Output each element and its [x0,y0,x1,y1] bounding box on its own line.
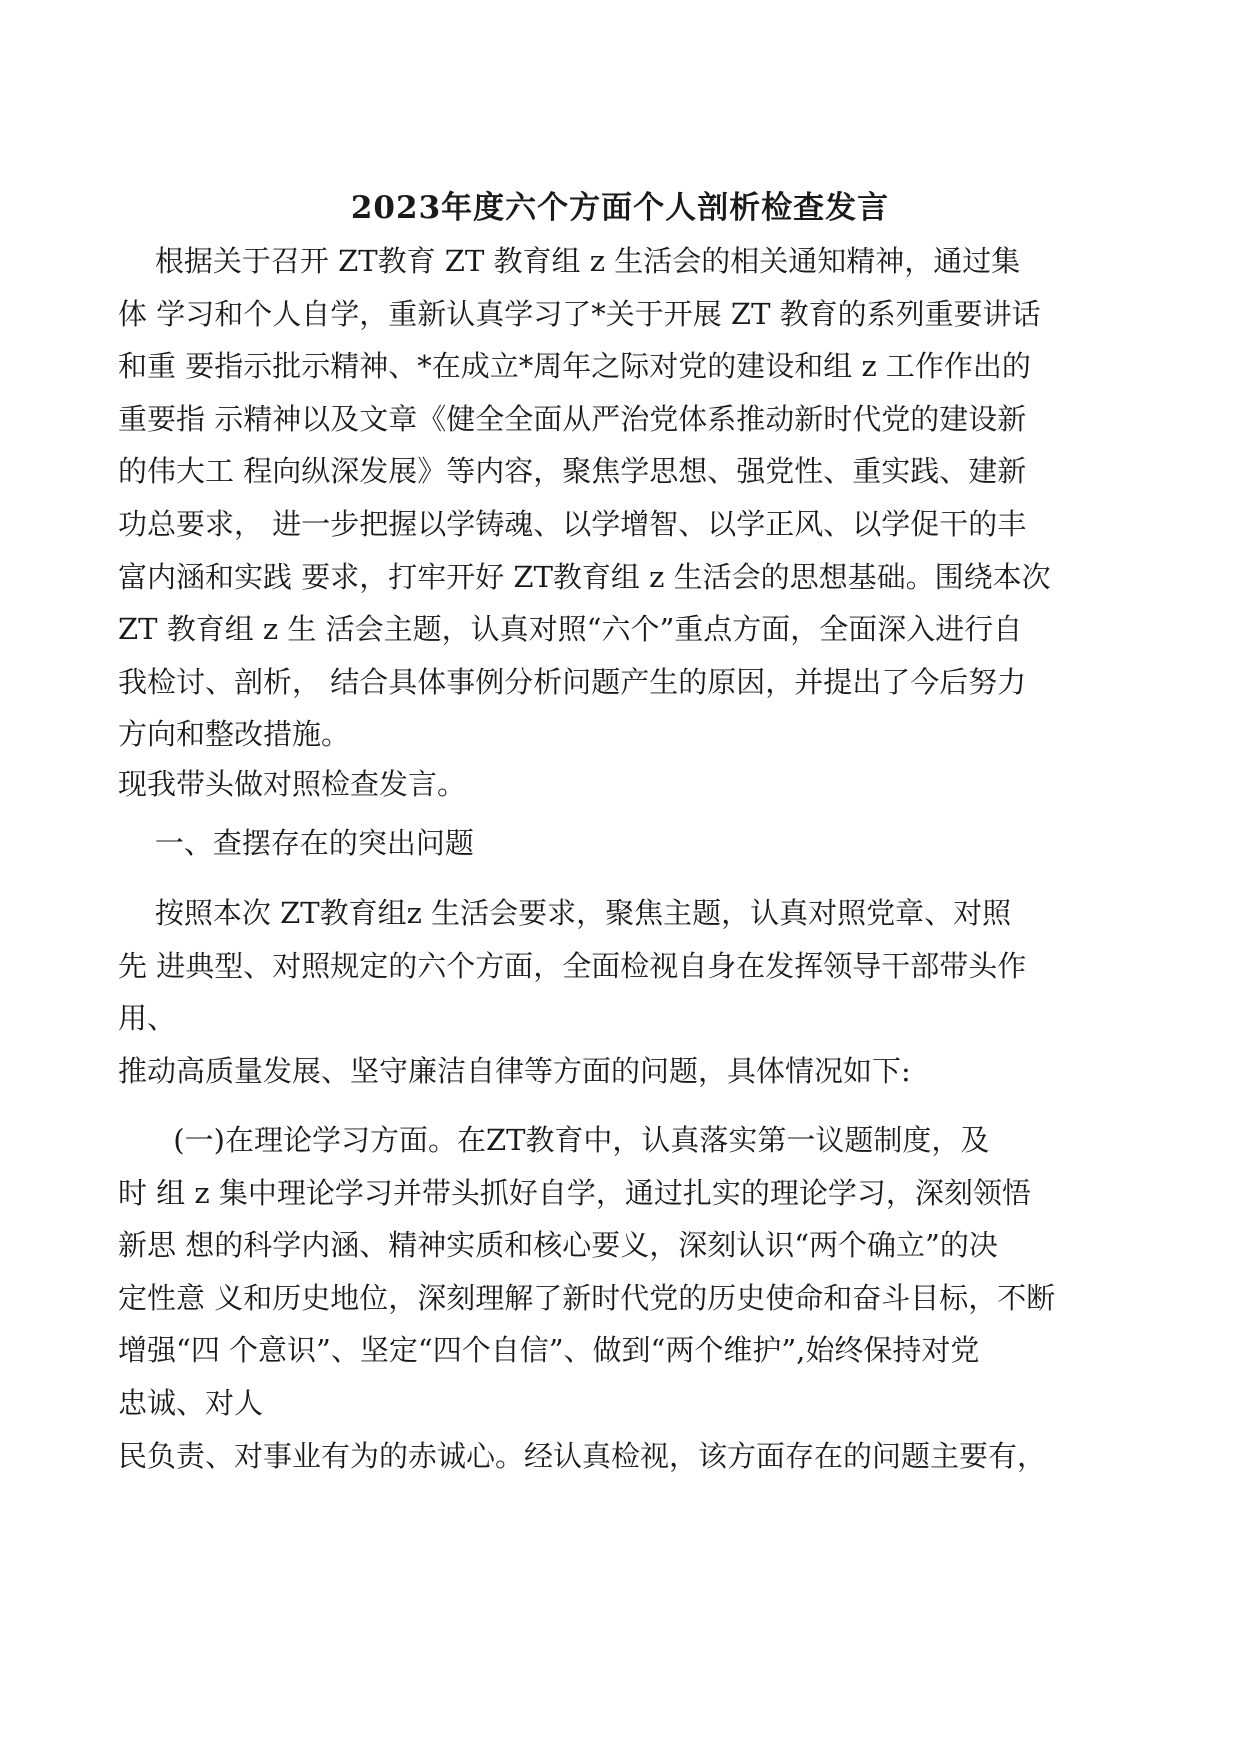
body-line: 时 组 z 集中理论学习并带头抓好自学，通过扎实的理论学习，深刻领悟 [118,1176,1031,1210]
body-line: 功总要求， 进一步把握以学铸魂、以学增智、以学正风、以学促干的丰 [118,507,1027,541]
body-line: 的伟大工 程向纵深发展》等内容，聚焦学思想、强党性、重实践、建新 [118,454,1027,488]
body-line: 民负责、对事业有为的赤诚心。经认真检视，该方面存在的问题主要有， [118,1439,1047,1473]
body-line: 体 学习和个人自学，重新认真学习了*关于开展 ZT 教育的系列重要讲话 [118,297,1041,331]
document-title: 2023年度六个方面个人剖析检查发言 [350,190,890,226]
body-line: 和重 要指示批示精神、*在成立*周年之际对党的建设和组 z 工作作出的 [118,349,1031,383]
body-line: 按照本次 ZT教育组z 生活会要求，聚焦主题，认真对照党章、对照 [118,896,1012,930]
body-line: 我检讨、剖析， 结合具体事例分析问题产生的原因，并提出了今后努力 [118,665,1027,699]
body-line: 用、 [118,1001,177,1035]
body-line: 增强“四 个意识”、坚定“四个自信”、做到“两个维护”,始终保持对党 [118,1333,980,1367]
body-line: 先 进典型、对照规定的六个方面，全面检视自身在发挥领导干部带头作 [118,949,1027,983]
body-line: 富内涵和实践 要求，打牢开好 ZT教育组 z 生活会的思想基础。围绕本次 [118,560,1051,594]
subsection-heading: (一)在理论学习方面。在ZT教育中，认真落实第一议题制度，及 [118,1123,990,1157]
body-line: 重要指 示精神以及文章《健全全面从严治党体系推动新时代党的建设新 [118,402,1027,436]
body-line: 忠诚、对人 [118,1386,264,1420]
body-line: 根据关于召开 ZT教育 ZT 教育组 z 生活会的相关通知精神，通过集 [118,244,1021,278]
body-line: 定性意 义和历史地位，深刻理解了新时代党的历史使命和奋斗目标，不断 [118,1281,1056,1315]
body-line: 现我带头做对照检查发言。 [118,767,467,801]
body-line: 方向和整改措施。 [118,717,351,751]
section-heading: 一、查摆存在的突出问题 [118,826,474,860]
body-line: 新思 想的科学内涵、精神实质和核心要义，深刻认识“两个确立”的决 [118,1228,998,1262]
body-line: 推动高质量发展、坚守廉洁自律等方面的问题，具体情况如下: [118,1054,911,1088]
body-line: ZT 教育组 z 生 活会主题，认真对照“六个”重点方面，全面深入进行自 [118,612,1023,646]
